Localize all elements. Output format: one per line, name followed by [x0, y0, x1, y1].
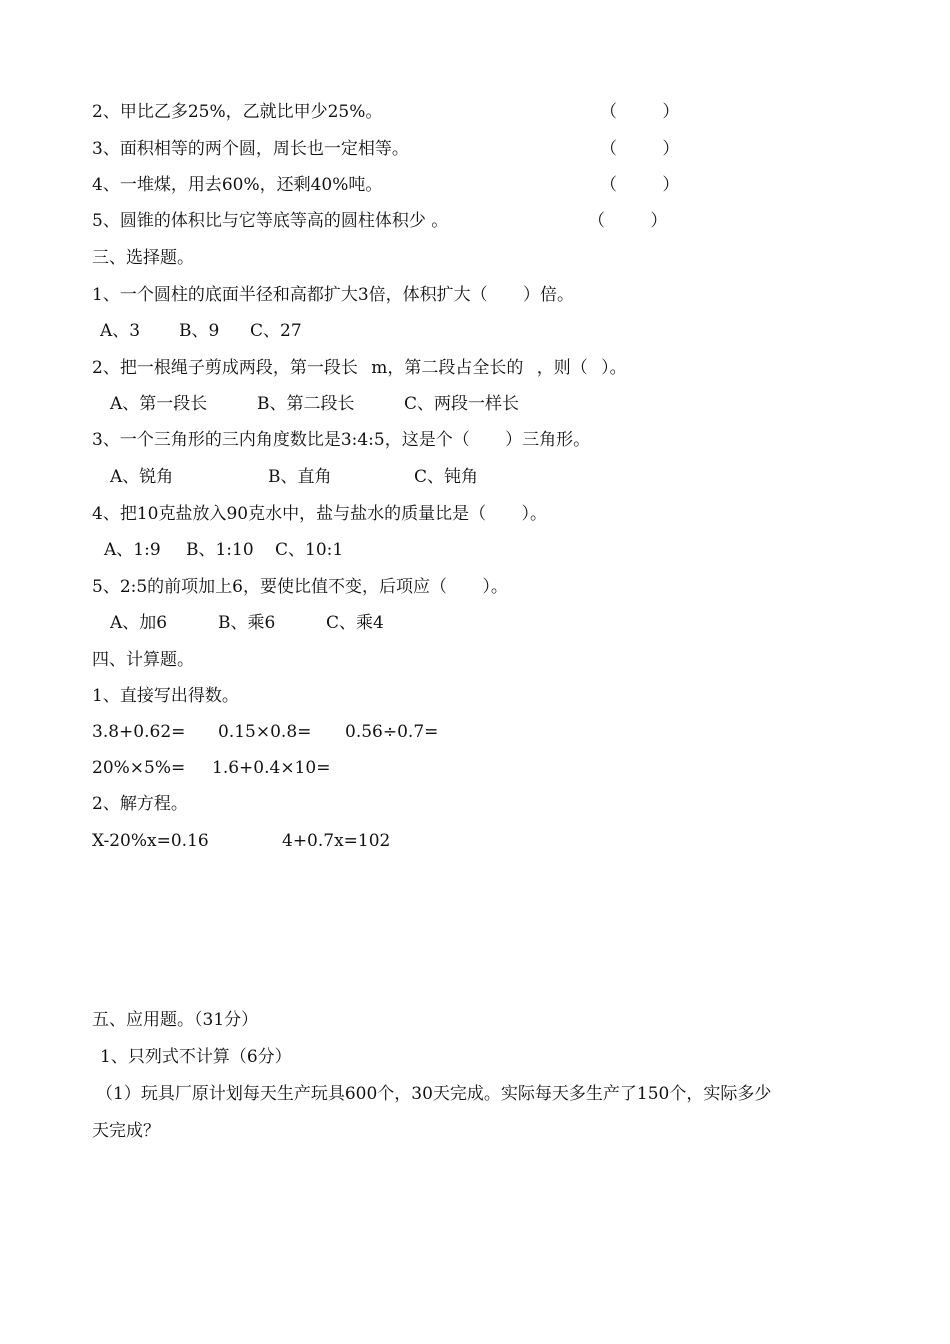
choice-2-option-b: B、第二段长	[257, 394, 355, 414]
tf-question-4: 4、一堆煤，用去60%，还剩40%吨。	[92, 175, 383, 195]
choice-3-option-b: B、直角	[268, 467, 332, 487]
apply-subheading-1: 1、只列式不计算（6分）	[100, 1047, 292, 1067]
choice-3-option-a: A、锐角	[110, 467, 174, 487]
choice-question-4: 4、把10克盐放入90克水中，盐与盐水的质量比是（ ）。	[92, 504, 547, 524]
choice-2-option-c: C、两段一样长	[404, 394, 520, 414]
choice-5-option-b: B、乘6	[218, 613, 276, 633]
tf-question-2: 2、甲比乙多25%，乙就比甲少25%。	[92, 102, 383, 122]
choice-question-1: 1、一个圆柱的底面半径和高都扩大3倍，体积扩大（ ）倍。	[92, 285, 575, 305]
equation-2: 4+0.7x=102	[282, 831, 391, 851]
tf-answer-paren-5: （ ）	[588, 211, 668, 231]
calc-subheading-equations: 2、解方程。	[92, 794, 188, 814]
choice-1-option-b: B、9	[179, 321, 220, 341]
choice-4-option-a: A、1:9	[104, 540, 161, 560]
calc-expression-5: 1.6+0.4×10=	[212, 758, 331, 778]
choice-3-option-c: C、钝角	[414, 467, 479, 487]
choice-1-option-a: A、3	[100, 321, 141, 341]
section-heading-apply: 五、应用题。（31分）	[92, 1010, 259, 1030]
choice-5-option-c: C、乘4	[326, 613, 384, 633]
choice-question-3: 3、一个三角形的三内角度数比是3:4:5，这是个（ ）三角形。	[92, 430, 591, 450]
tf-question-3: 3、面积相等的两个圆，周长也一定相等。	[92, 139, 409, 159]
choice-4-option-b: B、1:10	[186, 540, 254, 560]
choice-4-option-c: C、10:1	[275, 540, 344, 560]
tf-answer-paren-3: （ ）	[600, 139, 680, 159]
choice-1-option-c: C、27	[250, 321, 302, 341]
choice-5-option-a: A、加6	[110, 613, 168, 633]
tf-answer-paren-2: （ ）	[600, 102, 680, 122]
choice-2-option-a: A、第一段长	[110, 394, 208, 414]
calc-subheading-direct: 1、直接写出得数。	[92, 686, 239, 706]
apply-problem-1-line-1: （1）玩具厂原计划每天生产玩具600个，30天完成。实际每天多生产了150个，实际多少	[96, 1084, 772, 1104]
calc-expression-4: 20%×5%=	[92, 758, 186, 778]
choice-question-5: 5、2:5的前项加上6，要使比值不变，后项应（ ）。	[92, 577, 508, 597]
equation-1: X-20%x=0.16	[92, 831, 209, 851]
section-heading-calc: 四、计算题。	[92, 650, 194, 670]
tf-question-5: 5、圆锥的体积比与它等底等高的圆柱体积少 。	[92, 211, 449, 231]
calc-expression-1: 3.8+0.62=	[92, 722, 186, 742]
tf-answer-paren-4: （ ）	[600, 175, 680, 195]
choice-question-2: 2、把一根绳子剪成两段，第一段长 m，第二段占全长的 ，则（ ）。	[92, 358, 627, 378]
section-heading-choice: 三、选择题。	[92, 248, 194, 268]
calc-expression-3: 0.56÷0.7=	[345, 722, 439, 742]
apply-problem-1-line-2: 天完成？	[92, 1121, 160, 1141]
calc-expression-2: 0.15×0.8=	[218, 722, 312, 742]
